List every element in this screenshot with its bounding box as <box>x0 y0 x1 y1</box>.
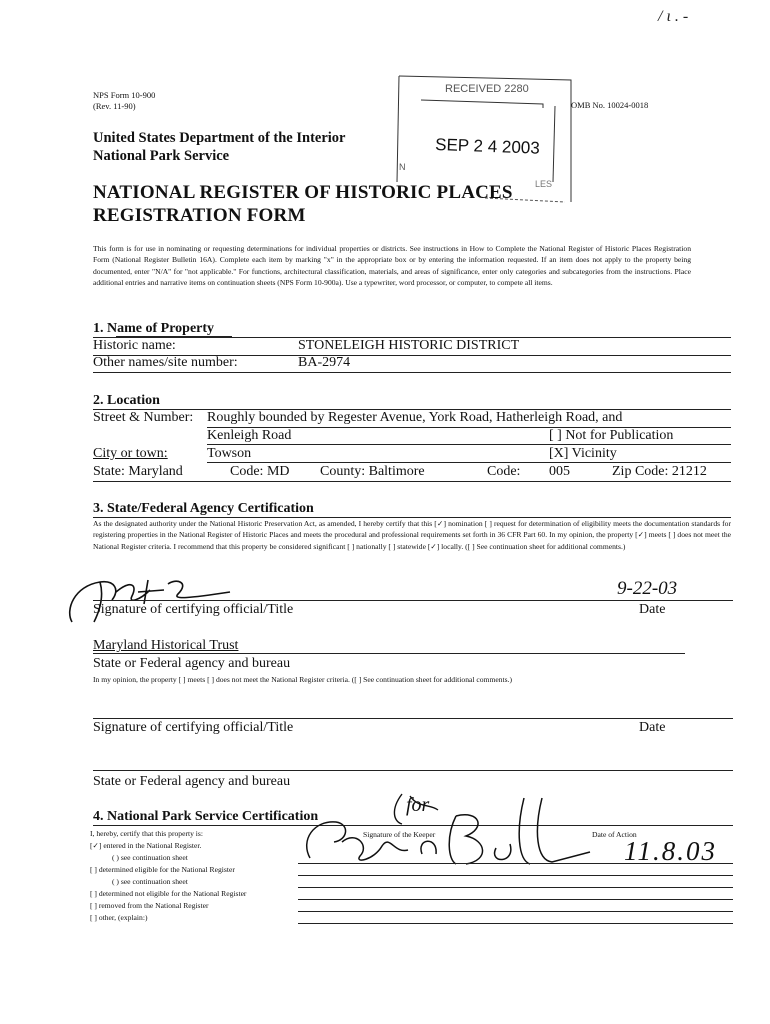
signature-label: Signature of certifying official/Title <box>93 602 294 617</box>
agency-name: Maryland Historical Trust <box>93 638 239 653</box>
date-label-2: Date <box>639 720 666 735</box>
state-field: State: Maryland <box>93 464 183 479</box>
keeper-signature-scribble <box>290 780 610 880</box>
certify-statement: I, hereby, certify that this property is: <box>90 829 203 838</box>
nps-option-continuation-2: ( ) see continuation sheet <box>112 877 188 886</box>
zip-code: Zip Code: 21212 <box>612 464 707 479</box>
opinion-text: In my opinion, the property [ ] meets [ ] does not meet the National Register criteria. ([ ] See continuation sheet for additional comments.) <box>93 675 513 684</box>
county-code-value: 005 <box>549 464 570 479</box>
instructions-paragraph: This form is for use in nominating or requesting determinations for individual properties or districts. See instructions in How to Complete the National Register of Historic Places Registration Form (National Register Bulletin 16A). Complete each item by marking "x" in the appropriate box or by entering the information requested. If an item does not apply to the property being documented, enter "N/A" for "not applicable." For functions, architectural classification, materials, and areas of significance, enter only categories and subcategories from the instructions. Place additional entries and narrative items on continuation sheets (NPS Form 10-900a). Use a typewriter, word processor, or computer, to compete all items. <box>93 244 691 287</box>
nps-option-eligible: [ ] determined eligible for the National Register <box>90 865 235 874</box>
form-number: NPS Form 10-900 <box>93 90 156 100</box>
signature-label-2: Signature of certifying official/Title <box>93 720 294 735</box>
nps-option-continuation-1: ( ) see continuation sheet <box>112 853 188 862</box>
service-name: National Park Service <box>93 148 230 164</box>
department-name: United States Department of the Interior <box>93 130 346 146</box>
other-names-label: Other names/site number: <box>93 355 238 370</box>
agency-label-2: State or Federal agency and bureau <box>93 774 291 789</box>
vicinity: [X] Vicinity <box>549 446 617 461</box>
county-code-label: Code: <box>487 464 521 479</box>
corner-handwritten-mark: / ι . - <box>658 8 689 25</box>
historic-name-label: Historic name: <box>93 338 176 353</box>
certification-date-handwritten: 9-22-03 <box>617 578 678 599</box>
stamp-line4: LES <box>535 179 553 189</box>
section4-heading: 4. National Park Service Certification <box>93 809 319 824</box>
date-of-action-label: Date of Action <box>592 830 637 839</box>
keeper-for-handwritten: for <box>406 794 430 816</box>
street-label: Street & Number: <box>93 410 194 425</box>
historic-name-value: STONELEIGH HISTORIC DISTRICT <box>298 338 520 353</box>
other-names-value: BA-2974 <box>298 355 351 370</box>
section1-heading <box>93 321 214 337</box>
stamp-line3: N <box>399 162 406 172</box>
date-of-action-handwritten: 11.8.03 <box>624 836 717 866</box>
city-label: City or town: <box>93 446 168 461</box>
nps-option-entered: [✓] entered in the National Register. <box>90 841 202 850</box>
street-value-line1: Roughly bounded by Regester Avenue, York Road, Hatherleigh Road, and <box>207 410 623 425</box>
certification-text: As the designated authority under the National Historic Preservation Act, as amended, I hereby certify that this [✓] nomination [ ] request for determination of eligibility meets the documentation standards for registering properties in the National Register of Historic Places and meets the procedural and professional requirements set forth in 36 CFR Part 60. In my opinion, the property [✓] meets [ ] does not meet the National Register criteria. I recommend that this property be considered significant [ ] nationally [ ] statewide [✓] locally. ([ ] See continuation sheet for additional comments.) <box>93 519 731 551</box>
section1-heading-text: 1. Name of Property <box>93 321 215 336</box>
keeper-signature-label: Signature of the Keeper <box>363 830 436 839</box>
form-subtitle: REGISTRATION FORM <box>93 205 306 226</box>
nps-option-removed: [ ] removed from the National Register <box>90 901 209 910</box>
section3-heading: 3. State/Federal Agency Certification <box>93 501 314 516</box>
street-value-line2: Kenleigh Road <box>207 428 292 443</box>
not-for-publication: [ ] Not for Publication <box>549 428 674 443</box>
section2-heading: 2. Location <box>93 393 160 408</box>
nps-option-not-eligible: [ ] determined not eligible for the National Register <box>90 889 247 898</box>
agency-label: State or Federal agency and bureau <box>93 656 291 671</box>
nps-option-other: [ ] other, (explain:) <box>90 913 148 922</box>
stamp-received: RECEIVED 2280 <box>445 83 529 95</box>
city-value: Towson <box>207 446 252 461</box>
omb-number: OMB No. 10024-0018 <box>571 100 649 110</box>
date-label: Date <box>639 602 666 617</box>
state-code: Code: MD <box>230 464 290 479</box>
county-field: County: Baltimore <box>320 464 425 479</box>
form-title: NATIONAL REGISTER OF HISTORIC PLACES <box>93 182 513 203</box>
form-revision: (Rev. 11-90) <box>93 101 136 111</box>
stamp-date: SEP 2 4 2003 <box>434 135 541 158</box>
